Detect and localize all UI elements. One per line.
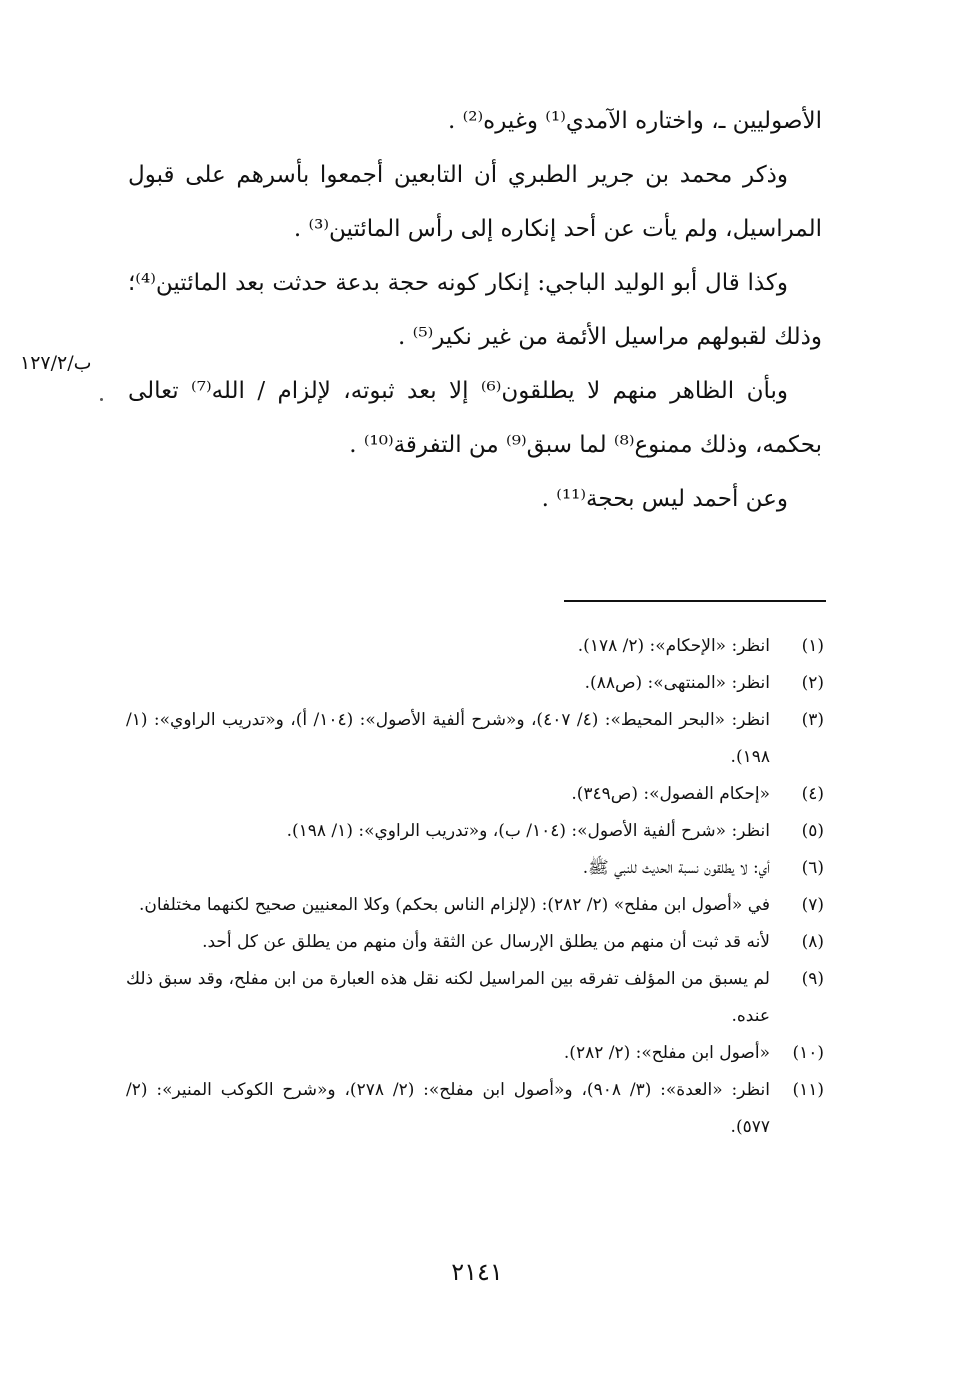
footnote-number: (١١) (792, 1080, 824, 1100)
footnote-number: (٤) (801, 784, 824, 804)
footnote-number: (٣) (801, 710, 824, 730)
footnote-1 (126, 628, 824, 665)
paragraph-2: وذكر محمد بن جرير الطبري أن التابعين أجمعوا بأسرهم على قبول المراسيل، ولم يأت عن أحد إنكاره إلى رأس المائتين⁽³⁾ . (128, 162, 822, 242)
footnote-number: (٩) (801, 969, 824, 989)
footnote-number: (١٠) (792, 1043, 824, 1063)
footnote-number: (٦) (801, 858, 824, 878)
footnotes-list (126, 628, 824, 1146)
footnote-text: انظر: «الإحكام»: (٢/ ١٧٨). (577, 636, 770, 656)
footnote-5 (126, 813, 824, 850)
footnote-number: (١) (801, 636, 824, 656)
manuscript-folio-note: ب/١٢٧/٢ (20, 352, 92, 374)
footnote-8 (126, 924, 824, 961)
footnote-text: انظر: «شرح ألفية الأصول»: (١٠٤/ ب)، و«تدريب الراوي»: (١/ ١٩٨). (286, 821, 770, 841)
footnote-3 (126, 702, 824, 776)
footnote-4 (126, 776, 824, 813)
page-number: ٢١٤١ (451, 1258, 503, 1286)
footnote-text: «أصول ابن مفلح»: (٢/ ٢٨٢). (563, 1043, 770, 1063)
footnote-text: لم يسبق من المؤلف تفرقه بين المراسيل لكنه نقل هذه العبارة من ابن مفلح، وقد سبق ذلك عنده. (126, 969, 770, 1026)
footnote-6 (126, 850, 824, 887)
footnote-2 (126, 665, 824, 702)
footnote-7 (126, 887, 824, 924)
main-text (128, 94, 822, 526)
footnote-9 (126, 961, 824, 1035)
footnote-text: انظر: «العدة»: (٣/ ٩٠٨)، و«أصول ابن مفلح»: (٢/ ٢٧٨)، و«شرح الكوكب المنير»: (٢/ ٥٧٧). (126, 1080, 770, 1137)
footnote-number: (٧) (801, 895, 824, 915)
paragraph-5: وعن أحمد ليس بحجة⁽¹¹⁾ . (541, 486, 788, 512)
paragraph-3: وكذا قال أبو الوليد الباجي: إنكار كونه حجة بدعة حدثت بعد المائتين⁽⁴⁾؛ وذلك لقبولهم مراسيل الأئمة من غير نكير⁽⁵⁾ . (128, 270, 822, 350)
footnote-text: لأنه قد ثبت أن منهم من يطلق الإرسال عن الثقة وأن منهم من يطلق عن كل أحد. (202, 932, 770, 952)
footnote-number: (٢) (801, 673, 824, 693)
footnote-text: في «أصول ابن مفلح» (٢/ ٢٨٢): (لإلزام الناس بحكم) وكلا المعنيين صحيح لكنهما مختلفان. (138, 895, 770, 915)
paragraph-1: الأصوليين ـ، واختاره الآمدي⁽¹⁾ وغيره⁽²⁾ . (448, 108, 822, 134)
footnote-text: «إحكام الفصول»: (ص٣٤٩). (571, 784, 770, 804)
footnote-text: أي: لا يطلقون نسبة الحديث للنبي ﷺ. (582, 858, 770, 878)
margin-dot (100, 398, 103, 401)
footnote-text: انظر: «البحر المحيط»: (٤/ ٤٠٧)، و«شرح ألفية الأصول»: (١٠٤/ أ)، و«تدريب الراوي»: (١/ ١٩٨). (126, 710, 770, 767)
footnote-separator (564, 600, 826, 602)
footnote-10 (126, 1035, 824, 1072)
footnote-number: (٥) (801, 821, 824, 841)
paragraph-4: وبأن الظاهر منهم لا يطلقون⁽⁶⁾ إلا بعد ثبوته، لإلزام / الله⁽⁷⁾ تعالى بحكمه، وذلك ممنوع⁽⁸⁾ لما سبق⁽⁹⁾ من التفرقة⁽¹⁰⁾ . (128, 378, 822, 458)
footnote-text: انظر: «المنتهى»: (ص٨٨). (584, 673, 770, 693)
footnote-11 (126, 1072, 824, 1146)
footnote-number: (٨) (801, 932, 824, 952)
